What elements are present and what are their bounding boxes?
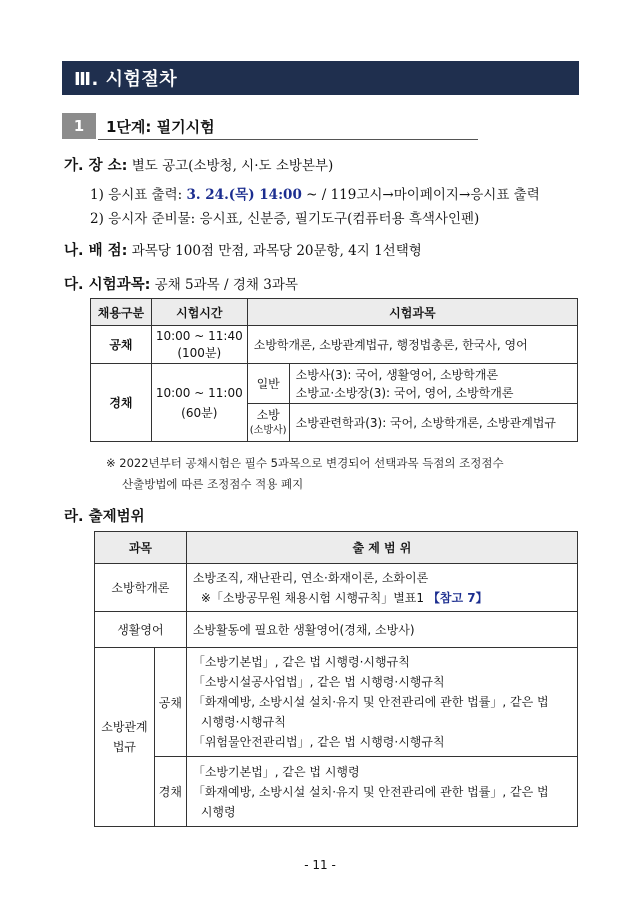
gyeongchae-fire-subjects: 소방관련학과(3): 국어, 소방학개론, 소방관계법규 [289, 404, 577, 442]
scope-english-subject: 생활영어 [95, 612, 187, 648]
gongchae-subjects: 소방학개론, 소방관계법규, 행정법총론, 한국사, 영어 [247, 326, 577, 364]
ra-label: 라. 출제범위 [64, 509, 145, 525]
law-subject-line-1: 소방관계 [101, 720, 148, 734]
gongchae-time [151, 326, 247, 364]
fire-science-line-1: 소방조직, 재난관리, 연소·화재이론, 소화이론 [192, 570, 429, 585]
gyeongchae-general-label: 일반 [247, 364, 289, 404]
law-gongchae-line: 「소방기본법」, 같은 법 시행령·시행규칙 [192, 655, 410, 669]
law-gongchae-range [186, 648, 577, 757]
law-gongchae-line: 「화재예방, 소방시설 설치·유지 및 안전관리에 관한 법률」, 같은 법 [192, 695, 549, 709]
step-header [62, 113, 478, 141]
scope-english-range: 소방활동에 필요한 생활영어(경채, 소방사) [186, 612, 577, 648]
law-gongchae-line: 「소방시설공사업법」, 같은 법 시행령·시행규칙 [192, 675, 445, 689]
table-row [91, 364, 578, 404]
da-text: 공채 5과목 / 경채 3과목 [150, 277, 298, 293]
section-title: Ⅲ. 시험절차 [62, 61, 579, 95]
step-title: 1단계: 필기시험 [106, 118, 215, 136]
ga-item-2 [90, 207, 479, 227]
general-line-1: 소방사(3): 국어, 생활영어, 소방학개론 [295, 367, 499, 382]
ga-row [64, 154, 333, 175]
law-gongchae-line: 「위험물안전관리법」, 같은 법 시행령·시행규칙 [192, 735, 445, 749]
scope-header-subject: 과목 [95, 532, 187, 564]
ga-item-1-date: 3. 24.(목) 14:00 [186, 187, 302, 203]
da-label: 다. 시험과목: [64, 277, 151, 293]
gongchae-duration: (100분) [177, 345, 222, 360]
gongchae-time-range: 10:00 ~ 11:40 [155, 328, 243, 343]
scope-table [94, 531, 578, 827]
gyeongchae-general-subjects [289, 364, 577, 404]
fire-label-1: 소방 [256, 408, 280, 422]
fire-science-rule: ※「소방공무원 채용시험 시행규칙」별표1 [200, 590, 425, 605]
subjects-table [90, 298, 578, 442]
table-row [95, 757, 578, 827]
scope-fire-science-subject: 소방학개론 [95, 564, 187, 612]
ga-label: 가. 장 소: [64, 158, 128, 174]
scope-law-subject [95, 648, 155, 827]
law-gongchae-line: 시행령·시행규칙 [200, 715, 286, 729]
gyeongchae-time-range: 10:00 ~ 11:00 [155, 385, 243, 400]
law-subject-line-2: 법규 [112, 740, 137, 754]
law-gongchae-label: 공채 [154, 648, 186, 757]
law-gyeongchae-label: 경채 [154, 757, 186, 827]
ga-item-1 [90, 183, 540, 203]
gyeongchae-type: 경채 [91, 364, 152, 442]
ra-row [64, 505, 145, 526]
ga-text: 별도 공고(소방청, 시·도 소방본부) [127, 158, 334, 174]
note-line-1: ※ 2022년부터 공채시험은 필수 5과목으로 변경되어 선택과목 득점의 조정점수 [106, 456, 504, 470]
na-row [64, 239, 422, 260]
step-underline [98, 139, 478, 140]
gyeongchae-time [151, 364, 247, 442]
na-text: 과목당 100점 만점, 과목당 20문항, 4지 1선택형 [127, 243, 422, 259]
law-gyeongchae-range [186, 757, 577, 827]
table-row [95, 564, 578, 612]
law-gyeongchae-line: 시행령 [200, 804, 236, 819]
scope-header-range: 출 제 범 위 [186, 532, 577, 564]
gyeongchae-duration: (60분) [181, 405, 218, 420]
reference-link: 【참고 7】 [427, 590, 488, 605]
law-gyeongchae-line: 「화재예방, 소방시설 설치·유지 및 안전관리에 관한 법률」, 같은 법 [192, 784, 549, 799]
header-subjects: 시험과목 [247, 299, 577, 326]
fire-label-2: (소방사) [249, 425, 287, 436]
header-time: 시험시간 [151, 299, 247, 326]
fire-science-line-2 [193, 588, 577, 608]
scope-fire-science-range [186, 564, 577, 612]
gyeongchae-fire-label [247, 404, 289, 442]
note-line-2: 산출방법에 따른 조정점수 적용 폐지 [122, 477, 304, 491]
page-number: - 11 - [304, 858, 336, 872]
ga-item-1-prefix: 1) 응시표 출력: [90, 187, 187, 203]
da-row [64, 273, 298, 294]
ga-item-1-suffix: ~ / 119고시→마이페이지→응시표 출력 [301, 187, 540, 203]
na-label: 나. 배 점: [64, 243, 128, 259]
table-row [91, 326, 578, 364]
table-row [95, 648, 578, 757]
gongchae-type: 공채 [91, 326, 152, 364]
general-line-2: 소방교·소방장(3): 국어, 영어, 소방학개론 [295, 385, 514, 400]
ga-item-2-text: 2) 응시자 준비물: 응시표, 신분증, 필기도구(컴퓨터용 흑색사인펜) [90, 211, 480, 227]
header-category: 채용구분 [91, 299, 152, 326]
step-number: 1 [62, 113, 96, 139]
table-row [95, 612, 578, 648]
law-gyeongchae-line: 「소방기본법」, 같은 법 시행령 [192, 764, 360, 779]
